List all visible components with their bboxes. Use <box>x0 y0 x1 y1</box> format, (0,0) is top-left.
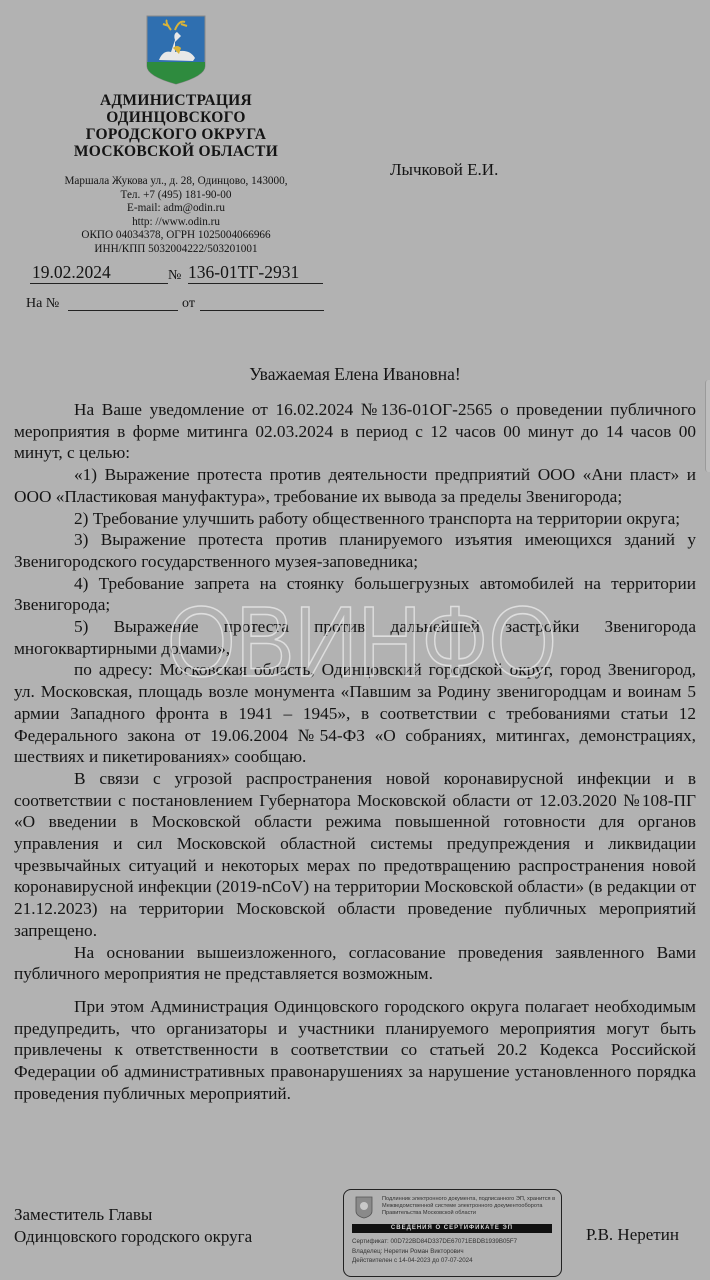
paragraph-refusal: На основании вышеизложенного, согласование проведения заявленного Вами публичного мероприятия не представляется возможным. <box>14 942 696 984</box>
reply-to-blank <box>68 310 178 311</box>
org-line: ОДИНЦОВСКОГО <box>106 109 246 126</box>
signatory-title <box>14 1204 252 1248</box>
signatory-title-line: Заместитель Главы <box>14 1205 153 1224</box>
paragraph-notice: На Ваше уведомление от 16.02.2024 №136-01ОГ-2565 о проведении публичного мероприятия в форме митинга 02.03.2024 в период с 12 часов 00 минут до 14 часов 00 минут, с целью: <box>14 400 696 463</box>
contact-website: http: //www.odin.ru <box>132 215 220 228</box>
paragraph-goal-3: 3) Выражение протеста против планируемого изъятия имеющихся зданий у Звенигородского государственного музея-заповедника; <box>14 530 696 571</box>
stamp-validity: Действителен с 14-04-2023 до 07-07-2024 <box>352 1257 473 1264</box>
contact-okpo-ogrn: ОКПО 04034378, ОГРН 1025004066966 <box>81 229 271 242</box>
contact-inn-kpp: ИНН/КПП 5032004222/503201001 <box>94 242 258 255</box>
reply-from-blank <box>200 310 324 311</box>
paragraph-goal-2: 2) Требование улучшить работу общественного транспорта на территории округа; <box>74 508 681 528</box>
paragraph-goal-1: «1) Выражение протеста против деятельности предприятий ООО «Ани пласт» и ООО «Пластиковая мануфактура», требование их вывода за пределы Звенигорода; <box>14 465 696 506</box>
electronic-signature-stamp <box>343 1189 562 1277</box>
scrollbar[interactable] <box>705 380 710 472</box>
registration-date: 19.02.2024 <box>30 262 168 284</box>
moscow-oblast-emblem-icon <box>354 1195 374 1219</box>
stamp-title-bar: СВЕДЕНИЯ О СЕРТИФИКАТЕ ЭП <box>352 1224 552 1233</box>
org-line: МОСКОВСКОЙ ОБЛАСТИ <box>73 143 279 160</box>
organization-contacts <box>30 175 322 257</box>
paragraph-warning: При этом Администрация Одинцовского городского округа полагает необходимым предупредить, что организаторы и участники планируемого мероприятия могут быть привлечены к ответственности в соответствии со статьей 20.2 Кодекса Российской Федерации об административных правонарушениях за нарушение установленного порядка проведения публичных мероприятий. <box>14 996 696 1103</box>
watermark-text: ОВИНФО <box>167 600 557 682</box>
paragraph-address: по адресу: Московская область, Одинцовский городской округ, город Звенигород, ул. Московская, площадь возле монумента «Павшим за Родину звенигородцам и воинам 5 армии Западного фронта в 1941 – 1945», в соответствии с требованиями статьи 12 Федерального закона от 19.06.2004 №54-ФЗ «О собраниях, митингах, демонстрациях, шествиях и пикетированиях» сообщаю. <box>14 660 696 767</box>
organization-name <box>40 92 312 160</box>
registration-number: 136-01ТГ-2931 <box>188 262 323 284</box>
signatory-title-line: Одинцовского городского округа <box>14 1227 253 1246</box>
org-line: ГОРОДСКОГО ОКРУГА <box>85 126 267 143</box>
stamp-intro: Подлинник электронного документа, подписанного ЭП, хранится в Межведомственной системе электронного документооборота Правительства Московской области <box>382 1196 556 1216</box>
paragraph-covid-ban: В связи с угрозой распространения новой коронавирусной инфекции и в соответствии с постановлением Губернатора Московской области от 12.03.2020 №108-ПГ «О введении в Московской области режима повышенной готовности для органов управления и сил Московской областной системы предупреждения и ликвидации чрезвычайных ситуаций и некоторых мерах по предотвращению распространения новой коронавирусной инфекции (2019-nCoV) на территории Московской области» (в редакции от 21.12.2023) на территории Московской области проведение публичных мероприятий запрещено. <box>14 768 696 940</box>
contact-email: E-mail: adm@odin.ru <box>127 202 225 215</box>
reply-to-label: На № <box>26 296 60 311</box>
org-line: АДМИНИСТРАЦИЯ <box>99 92 253 109</box>
reply-from-label: от <box>182 296 195 311</box>
contact-phone: Тел. +7 (495) 181-90-00 <box>120 188 232 201</box>
paragraph-goal-4: 4) Требование запрета на стоянку большегрузных автомобилей на территории Звенигорода; <box>14 573 696 615</box>
stamp-details <box>352 1237 517 1266</box>
greeting: Уважаемая Елена Ивановна! <box>249 364 461 384</box>
paragraph-goal-5: 5) Выражение протеста против дальнейшей застройки Звенигорода многоквартирными домами», <box>14 617 696 658</box>
stamp-certificate: Сертификат: 00D722BD84D337DE67071EBDB1939B05F7 <box>352 1238 518 1245</box>
signatory-name: Р.В. Неретин <box>586 1225 679 1244</box>
contact-address: Маршала Жукова ул., д. 28, Одинцово, 143000, <box>64 175 288 187</box>
odintsovo-coat-of-arms-icon <box>145 14 207 86</box>
registration-number-sign: № <box>168 268 182 283</box>
letter-body <box>14 399 696 1105</box>
addressee: Лычковой Е.И. <box>390 160 499 179</box>
stamp-owner: Владелец: Неретин Роман Викторович <box>352 1247 464 1255</box>
